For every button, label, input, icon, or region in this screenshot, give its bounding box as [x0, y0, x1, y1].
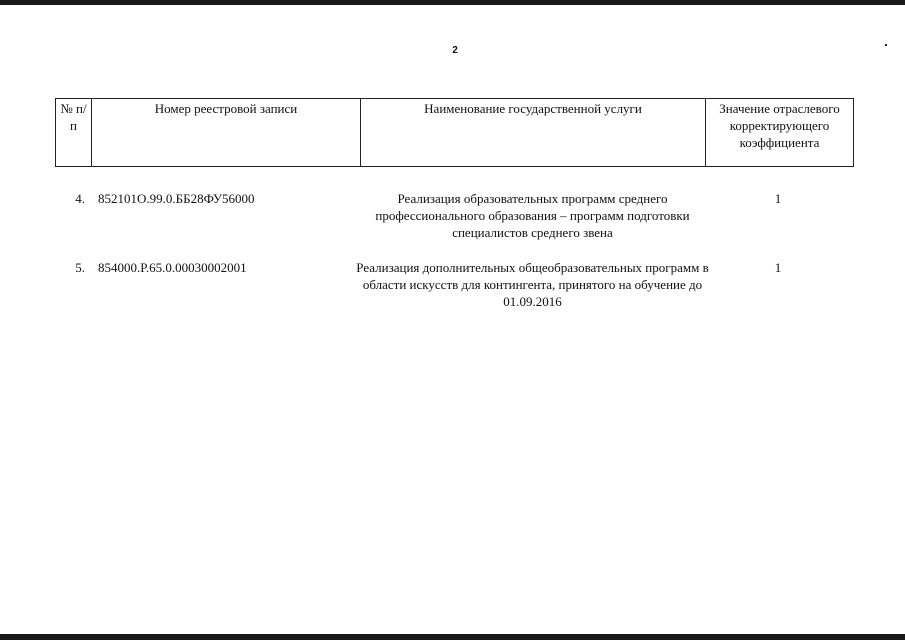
header-service-name: Наименование государственной услуги [361, 99, 706, 167]
service-name: Реализация дополнительных общеобразовательных программ в области искусств для контингента, принятого на обучение до 01.09.2016 [356, 260, 709, 309]
header-num: № п/п [56, 99, 92, 167]
service-name: Реализация образовательных программ среднего профессионального образования – программ подготовки специалистов среднего звена [375, 191, 690, 240]
header-coefficient: Значение отраслевого корректирующего коэффициента [706, 99, 854, 167]
registry-number: 852101О.99.0.ББ28ФУ56000 [98, 191, 255, 206]
table-header [55, 98, 854, 167]
row-number: 5. [75, 260, 85, 275]
row-number: 4. [75, 191, 85, 206]
header-registry-number: Номер реестровой записи [92, 99, 361, 167]
scan-top-edge [0, 0, 905, 5]
coefficient-value: 1 [774, 191, 782, 206]
scan-speck [885, 44, 887, 46]
registry-number: 854000.Р.65.0.00030002001 [98, 260, 247, 275]
scan-bottom-edge [0, 634, 905, 640]
coefficient-value: 1 [774, 260, 782, 275]
table-header-row [56, 99, 854, 167]
page-number: 2 [452, 45, 458, 56]
